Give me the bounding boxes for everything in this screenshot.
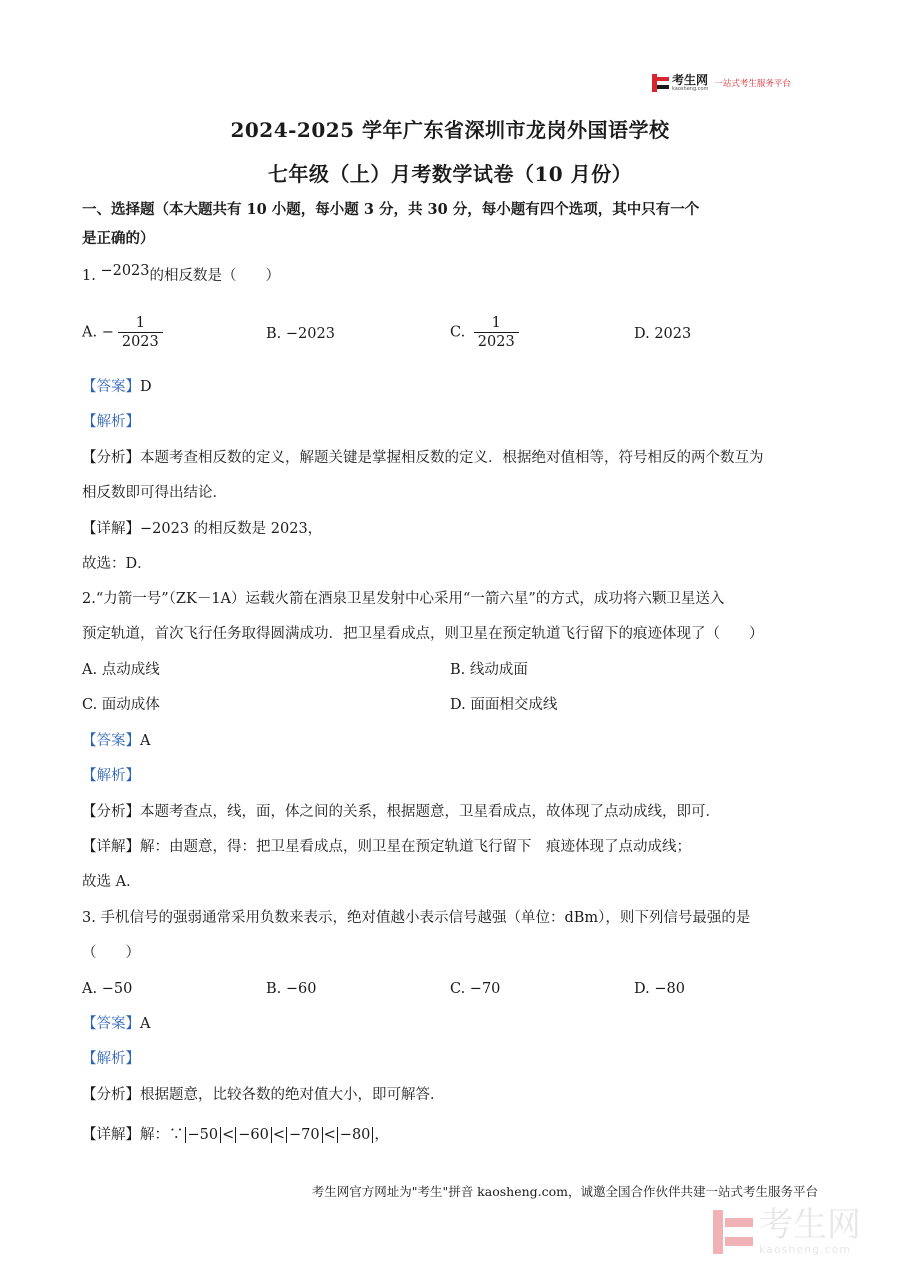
q2-stem-line1: 2.“力箭一号”（ZK－1A）运载火箭在酒泉卫星发射中心采用“一箭六星”的方式，成功将六颗卫星送入: [82, 591, 725, 607]
q1-answer-value: D: [140, 379, 152, 395]
q2-conclusion: 故选 A．: [82, 874, 141, 890]
q3-stem-line1: 3. 手机信号的强弱通常采用负数来表示，绝对值越小表示信号越强（单位：dBm），则下列信号最强的是: [82, 910, 751, 926]
q3-option-c: C. −70: [450, 981, 501, 997]
q1-option-d: D. 2023: [634, 326, 692, 342]
detail-tag: 【详解】: [82, 521, 140, 537]
q1-fenxi-line1: 【分析】本题考查相反数的定义，解题关键是掌握相反数的定义．根据绝对值相等，符号相反的两个数互为: [82, 450, 764, 466]
abs-value: −60: [235, 1127, 272, 1143]
page-title-line2: 七年级（上）月考数学试卷（10 月份）: [267, 162, 633, 186]
watermark-name: 考生网: [759, 1205, 861, 1245]
q2-answer-value: A: [140, 733, 151, 749]
q1-analysis-tag: 【解析】: [82, 414, 140, 430]
section-heading-line2: 是正确的）: [82, 230, 155, 247]
q1-option-a: A. − $\frac{1}{2023}$: [82, 314, 163, 351]
logo-slogan: 一站式考生服务平台: [714, 79, 791, 89]
section-heading-line1: 一、选择题（本大题共有 10 小题，每小题 3 分，共 30 分，每小题有四个选项，其中只有一个: [82, 201, 700, 218]
q3-option-b: B. −60: [266, 981, 317, 997]
page-footer: 考生网官方网址为"考生"拼音 kaosheng.com，诚邀全国合作伙伴共建一站式考生服务平台: [311, 1184, 818, 1199]
detail-tag: 【详解】: [82, 839, 140, 855]
q1-conclusion: 故选：D．: [82, 556, 152, 572]
q1-option-a-fraction: $\frac{1}{2023}$: [118, 314, 163, 351]
q1-stem: [82, 263, 281, 286]
q3-stem-line2: （ ）: [82, 945, 140, 961]
q1-number: 1.: [82, 268, 96, 284]
q1-value: −2023: [100, 263, 150, 279]
q3-option-d: D. −80: [634, 981, 685, 997]
q2-option-d: D. 面面相交成线: [450, 697, 558, 713]
answer-tag: 【答案】: [82, 1016, 140, 1032]
q3-detail: 【详解】解：∵ −50 < −60 < −70 < −80 ，: [82, 1127, 389, 1143]
q2-option-b: B. 线动成面: [450, 662, 528, 678]
page-title-line1: 2024-2025 学年广东省深圳市龙岗外国语学校: [230, 118, 670, 142]
detail-tag: 【详解】: [82, 1127, 140, 1143]
q3-option-a: A. −50: [82, 981, 133, 997]
q2-detail: 【详解】解：由题意，得：把卫星看成点，则卫星在预定轨道飞行留下 痕迹体现了点动成线；: [82, 839, 691, 855]
q3-analysis-tag: 【解析】: [82, 1051, 140, 1067]
kaosheng-logo-icon: [652, 74, 669, 92]
q1-option-b: B. −2023: [266, 326, 335, 342]
q2-fenxi: 【分析】本题考查点，线，面，体之间的关系，根据题意，卫星看成点，故体现了点动成线，即可．: [82, 804, 720, 820]
q1-option-c-fraction: $\frac{1}{2023}$: [474, 314, 519, 351]
fenxi-tag: 【分析】: [82, 1087, 140, 1103]
abs-value: −80: [337, 1127, 374, 1143]
answer-tag: 【答案】: [82, 379, 140, 395]
abs-value: −50: [185, 1127, 222, 1143]
abs-value: −70: [286, 1127, 323, 1143]
fenxi-tag: 【分析】: [82, 804, 140, 820]
q2-answer: [82, 731, 150, 751]
watermark-domain: kaosheng.com: [759, 1243, 852, 1256]
q2-stem-line2: 预定轨道，首次飞行任务取得圆满成功．把卫星看成点，则卫星在预定轨道飞行留下的痕迹体现了（ ）: [82, 626, 764, 642]
header-logo: [652, 72, 791, 94]
watermark: [713, 1205, 861, 1256]
q3-answer: [82, 1014, 150, 1034]
fenxi-tag: 【分析】: [82, 450, 140, 466]
q2-option-c: C. 面动成体: [82, 697, 160, 713]
q2-analysis-tag: 【解析】: [82, 768, 140, 784]
q1-detail: 【详解】−2023 的相反数是 2023，: [82, 521, 323, 537]
q1-stem-tail: 的相反数是（ ）: [149, 268, 281, 284]
q3-answer-value: A: [140, 1016, 151, 1032]
answer-tag: 【答案】: [82, 733, 140, 749]
logo-domain: kaosheng.com: [672, 86, 709, 92]
q1-answer: [82, 377, 152, 397]
q3-fenxi: 【分析】根据题意，比较各数的绝对值大小，即可解答．: [82, 1087, 445, 1103]
q2-option-a: A. 点动成线: [82, 662, 160, 678]
watermark-logo-icon: [713, 1210, 753, 1254]
logo-name: 考生网: [672, 73, 709, 87]
q1-fenxi-line2: 相反数即可得出结论．: [82, 485, 227, 501]
q1-option-c: C. $\frac{1}{2023}$: [450, 314, 519, 351]
